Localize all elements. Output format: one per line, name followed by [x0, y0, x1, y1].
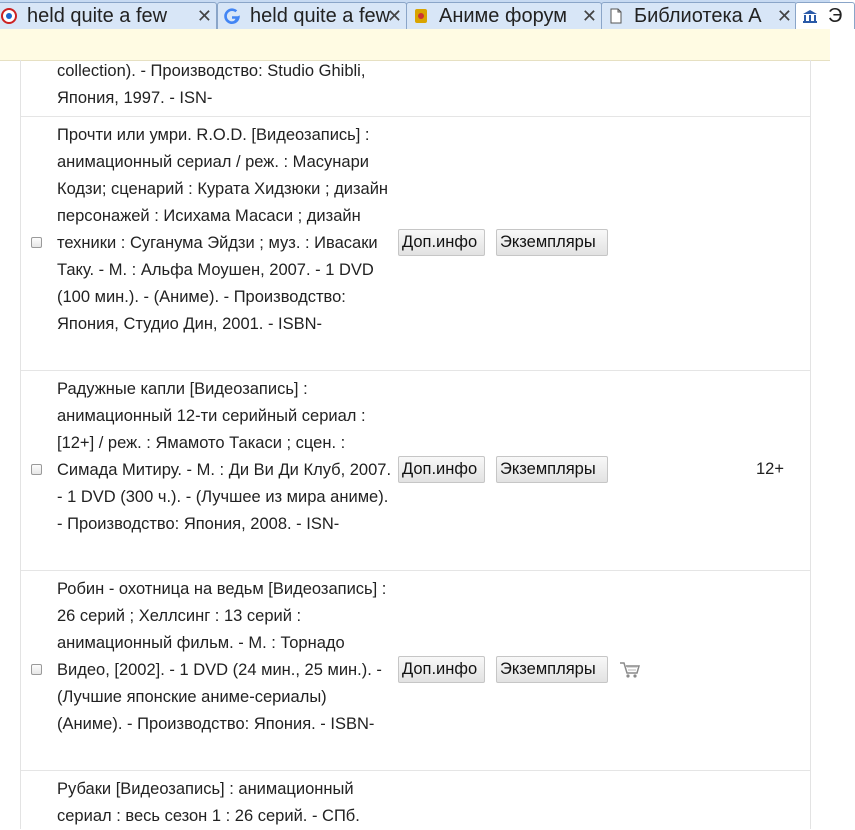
opera-icon: [1, 8, 17, 24]
select-checkbox[interactable]: [31, 237, 42, 248]
cart-icon[interactable]: [619, 660, 641, 680]
copies-button[interactable]: Экземпляры: [496, 656, 608, 683]
page-icon: [608, 8, 624, 24]
tab-5-active[interactable]: [795, 2, 855, 29]
copies-button[interactable]: Экземпляры: [496, 456, 608, 483]
table-row: [21, 771, 810, 829]
table-row: [21, 571, 810, 771]
tab-title: Аниме форум: [439, 5, 567, 27]
select-checkbox[interactable]: [31, 664, 42, 675]
record-description: Робин - охотница на ведьм [Видеозапись] : 26 серий ; Хеллсинг : 13 серий : анимационный фильм. - М. : Торнадо Видео, [2002]. - 1 DVD (24 мин., 25 мин.). - (Лучшие японские аниме-сериалы) (Аниме). - Производство: Япония. - ISBN-: [57, 580, 387, 733]
tab-2[interactable]: [217, 2, 407, 29]
more-info-button[interactable]: Доп.инфо: [398, 229, 485, 256]
close-icon[interactable]: ✕: [776, 6, 792, 26]
table-row: [21, 60, 810, 117]
tab-title: held quite a few: [27, 5, 168, 27]
close-icon[interactable]: ✕: [196, 6, 212, 26]
tab-3[interactable]: [406, 2, 602, 29]
tab-1[interactable]: [0, 2, 217, 29]
tab-title: Библиотека А: [634, 5, 762, 27]
copies-button[interactable]: Экземпляры: [496, 229, 608, 256]
age-rating: 12+: [756, 460, 784, 478]
select-checkbox[interactable]: [31, 464, 42, 475]
tab-title: Э: [828, 5, 843, 27]
tab-4[interactable]: [601, 2, 797, 29]
record-description: collection). - Производство: Studio Ghibli, Япония, 1997. - ISN-: [57, 62, 366, 107]
browser-tab-strip: [0, 0, 843, 30]
record-description: Радужные капли [Видеозапись] : анимационный 12-ти серийный сериал : [12+] / реж. : Ямамото Такаси ; сцен. : Симада Митиру. - М. : Ди Ви Ди Клуб, 2007. - 1 DVD (300 ч.). - (Лучшее из мира аниме). - Производство: Япония, 2008. - ISN-: [57, 380, 392, 533]
results-table: [20, 60, 811, 829]
table-row: [21, 371, 810, 571]
more-info-button[interactable]: Доп.инфо: [398, 656, 485, 683]
record-description: Рубаки [Видеозапись] : анимационный сериал : весь сезон 1 : 26 серий. - СПб.: [57, 780, 360, 825]
table-row: [21, 117, 810, 371]
close-icon[interactable]: ✕: [386, 6, 402, 26]
record-description: Прочти или умри. R.O.D. [Видеозапись] : анимационный сериал / реж. : Масунари Кодзи; сценарий : Курата Хидзюки ; дизайн персонажей : Исихама Масаси ; дизайн техники : Суганума Эйдзи ; муз. : Ивасаки Таку. - М. : Альфа Моушен, 2007. - 1 DVD (100 мин.). - (Аниме). - Производство: Япония, Студио Дин, 2001. - ISBN-: [57, 126, 389, 333]
forum-icon: [413, 8, 429, 24]
more-info-button[interactable]: Доп.инфо: [398, 456, 485, 483]
info-bar: [0, 29, 830, 61]
library-icon: [802, 8, 818, 24]
tab-title: held quite a few: [250, 5, 391, 27]
google-icon: [224, 8, 240, 24]
close-icon[interactable]: ✕: [581, 6, 597, 26]
